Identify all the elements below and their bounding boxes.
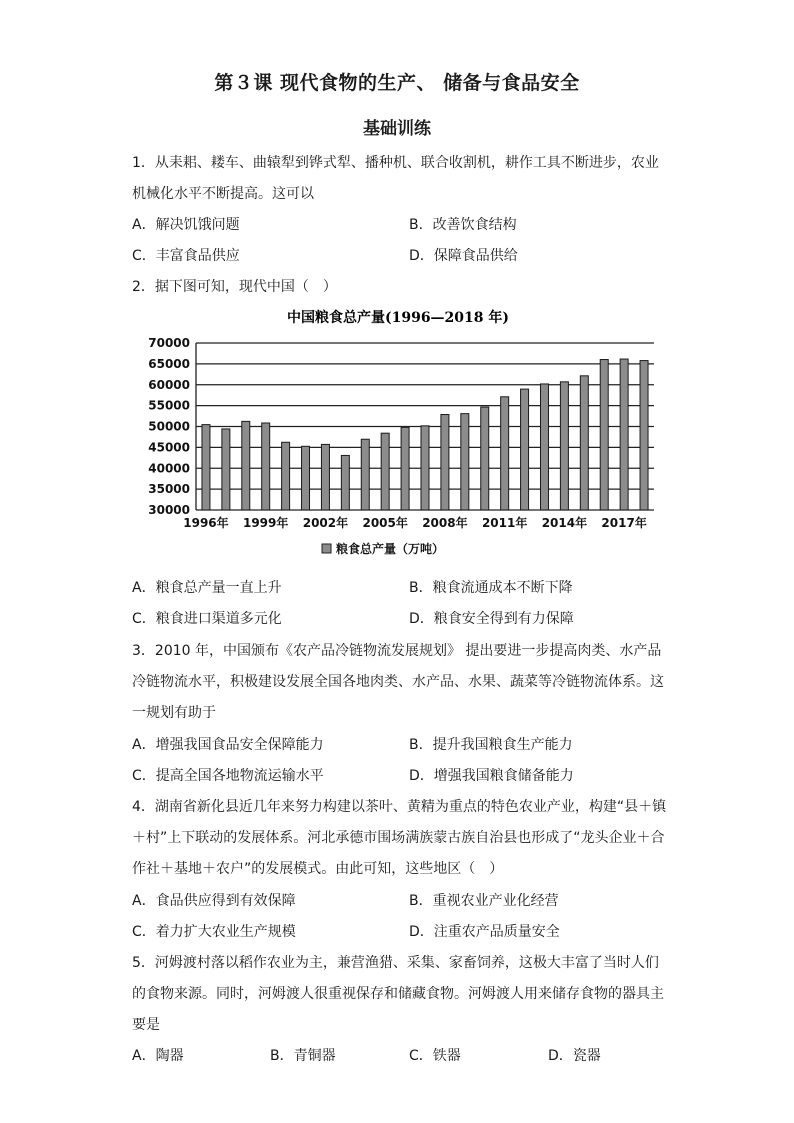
grain-output-chart [148,300,658,562]
bar-1997 [222,429,230,510]
q5-option-d: D．瓷器 [548,1048,601,1064]
x-tick-label: 2008年 [422,516,468,530]
y-tick-label: 55000 [148,398,190,413]
x-tick-label: 2017年 [601,516,647,530]
y-tick-label: 70000 [148,336,190,350]
x-tick-label: 2014年 [541,516,588,530]
bar-2000 [282,442,290,510]
bar-2008 [441,415,449,510]
bar-2015 [580,376,588,510]
page-title: 第３课 现代食物的生产、 储备与食品安全 [214,72,580,94]
bar-1999 [262,423,270,510]
bar-1998 [242,421,250,510]
q2-option-b: B．粮食流通成本不断下降 [409,580,573,596]
bar-2004 [361,439,369,510]
q1-option-d: D．保障食品供给 [409,248,518,264]
q2-stem: 2．据下图可知，现代中国（ ） [132,279,337,295]
bar-2007 [421,426,429,510]
q5-option-b: B．青铜器 [270,1048,336,1064]
bar-1996 [202,425,210,510]
chart-y-ticks [148,336,190,517]
q5-stem-line2: 的食物来源。同时，河姆渡人很重视保存和储藏食物。河姆渡人用来储存食物的器具主 [132,986,664,1002]
bar-2006 [401,427,409,510]
q3-option-d: D．增强我国粮食储备能力 [409,768,574,784]
y-tick-label: 60000 [148,377,190,392]
q1-stem-line1: 1．从耒耜、耧车、曲辕犁到铧式犁、播种机、联合收割机，耕作工具不断进步，农业 [132,155,659,171]
q2-option-a: A．粮食总产量一直上升 [132,580,282,596]
bar-2010 [481,407,489,510]
q4-stem-line2: ＋村”上下联动的发展体系。河北承德市围场满族蒙古族自治县也形成了“龙头企业＋合 [132,830,665,846]
bar-2011 [501,397,509,510]
q4-option-b: B．重视农业产业化经营 [409,893,559,909]
q3-option-c: C．提高全国各地物流运输水平 [132,768,324,784]
section-subtitle: 基础训练 [363,119,431,139]
bar-2003 [341,455,349,510]
q1-stem-line2: 机械化水平不断提高。这可以 [132,186,314,202]
q3-stem-line2: 冷链物流水平，积极建设发展全国各地肉类、水产品、水果、蔬菜等冷链物流体系。这 [132,674,664,690]
x-tick-label: 1999年 [242,516,289,530]
bar-2014 [560,382,568,510]
bar-2012 [521,389,529,510]
bar-2001 [302,446,310,510]
q2-option-c: C．粮食进口渠道多元化 [132,611,282,627]
y-tick-label: 35000 [148,482,190,497]
bar-2009 [461,414,469,510]
legend-swatch [322,544,331,553]
chart-x-ticks [183,515,647,530]
y-tick-label: 40000 [148,461,190,476]
y-tick-label: 50000 [148,419,190,434]
x-tick-label: 2005年 [362,516,408,530]
q4-option-a: A．食品供应得到有效保障 [132,893,296,909]
q1-option-a: A．解决饥饿问题 [132,217,240,233]
q4-stem-line1: 4．湖南省新化县近几年来努力构建以茶叶、黄精为重点的特色农业产业，构建“县＋镇 [132,799,667,815]
q2-option-d: D．粮食安全得到有力保障 [409,611,574,627]
q3-option-a: A．增强我国食品安全保障能力 [132,737,324,753]
bar-2016 [600,360,608,510]
q3-stem-line3: 一规划有助于 [132,705,216,721]
bar-2005 [381,433,389,510]
q4-stem-line3: 作社＋基地＋农户”的发展模式。由此可知，这些地区（ ） [132,861,504,877]
legend-label: 粮食总产量（万吨） [336,542,445,556]
x-tick-label: 2002年 [302,516,349,530]
y-tick-label: 45000 [148,440,190,455]
q5-stem-line1: 5．河姆渡村落以稻作农业为主，兼营渔猎、采集、家畜饲养，这极大丰富了当时人们 [132,955,659,971]
x-tick-label: 2011年 [481,516,528,530]
q4-option-c: C．着力扩大农业生产规模 [132,924,296,940]
y-tick-label: 65000 [148,356,190,371]
bar-2018 [640,361,648,510]
q3-option-b: B．提升我国粮食生产能力 [409,737,573,753]
q1-option-c: C．丰富食品供应 [132,248,240,264]
q5-option-c: C．铁器 [409,1048,461,1064]
bar-2013 [540,384,548,510]
chart-bars [202,359,648,510]
y-tick-label: 30000 [148,503,190,517]
q5-stem-line3: 要是 [132,1017,160,1033]
chart-title: 中国粮食总产量(1996—2018 年) [286,310,510,326]
q3-stem-line1: 3．2010 年，中国颁布《农产品冷链物流发展规划》 提出要进一步提高肉类、水产品 [132,643,662,659]
bar-2017 [620,359,628,510]
q1-option-b: B．改善饮食结构 [409,217,517,233]
x-tick-label: 1996年 [183,516,229,530]
q5-option-a: A．陶器 [132,1048,184,1064]
bar-2002 [321,444,329,510]
q4-option-d: D．注重农产品质量安全 [409,924,560,940]
